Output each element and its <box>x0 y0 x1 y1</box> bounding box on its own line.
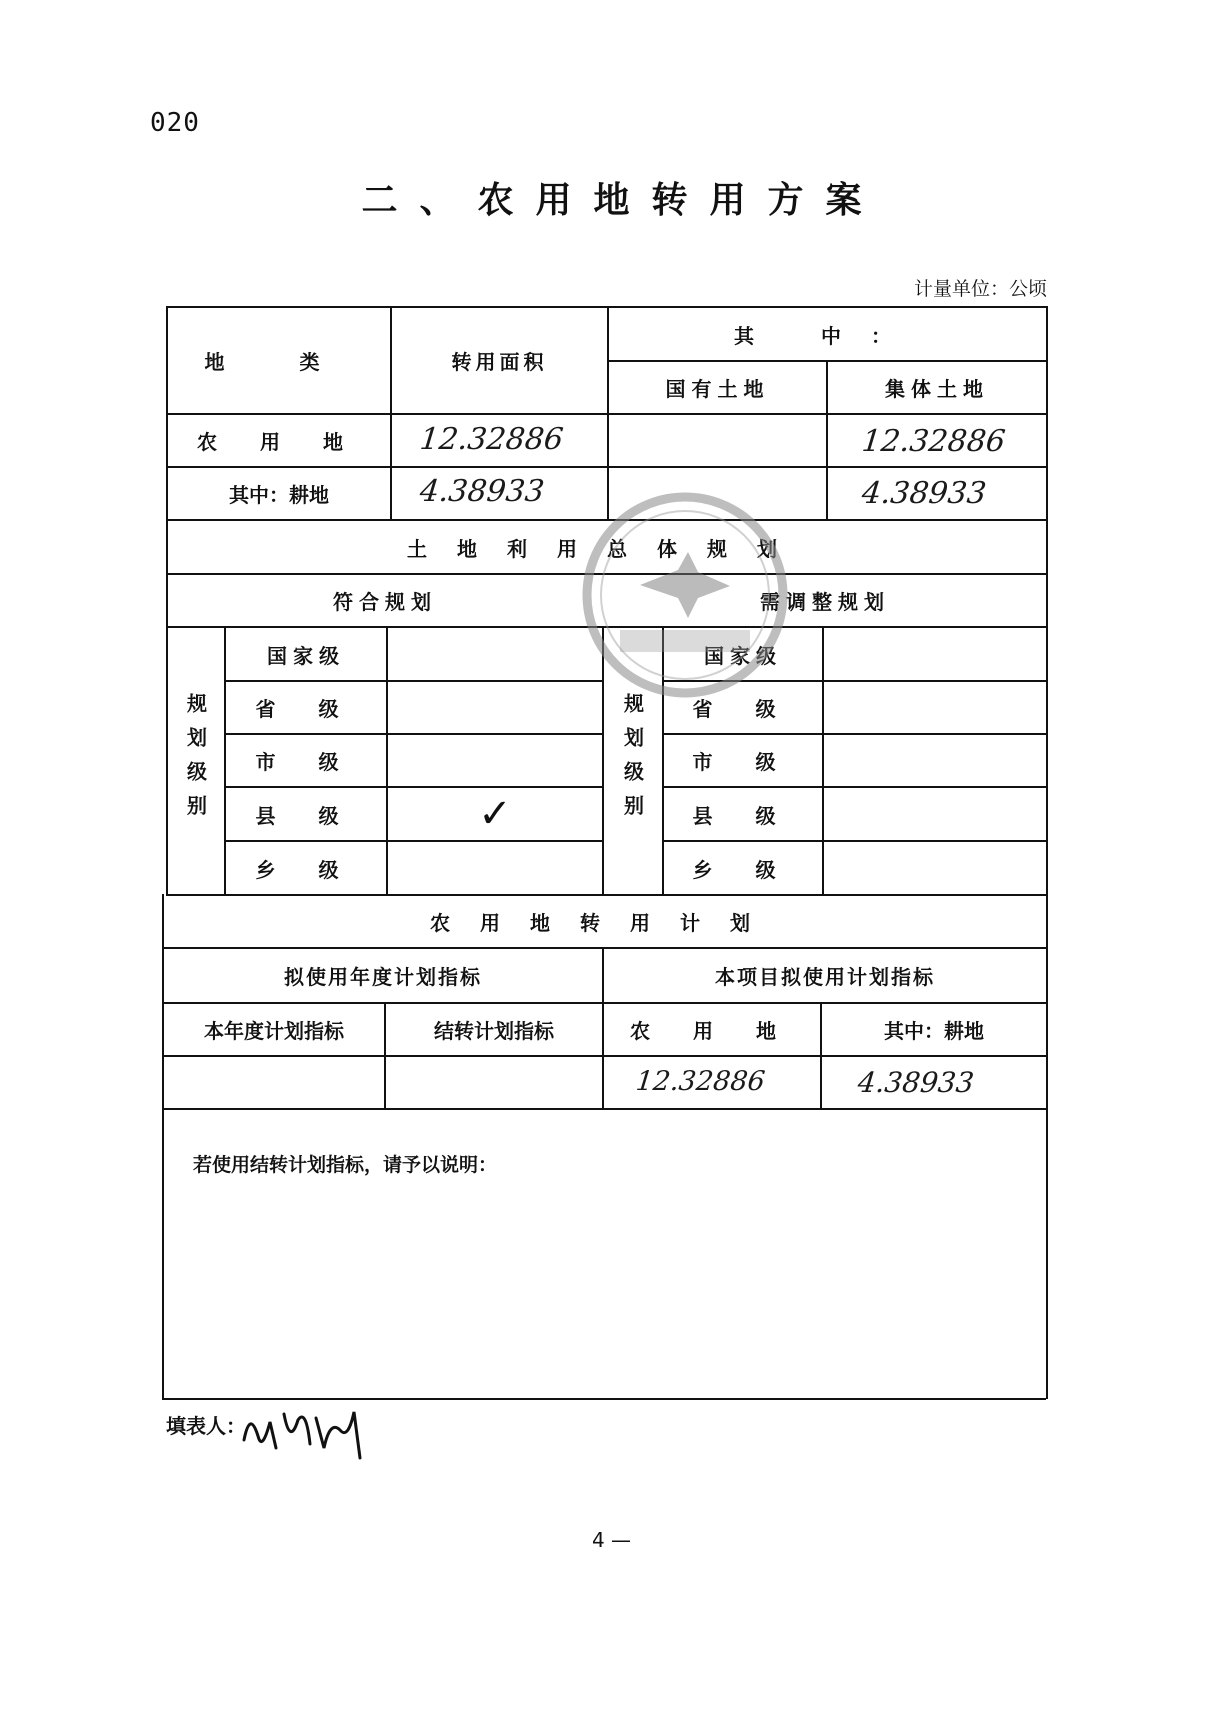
official-seal <box>580 490 790 700</box>
farmland-collective-value: 12.32886 <box>860 424 1007 459</box>
conform-plan-header: 符合规划 <box>333 590 437 614</box>
level-provincial-right: 省 级 <box>692 697 794 721</box>
level-provincial-left: 省 级 <box>255 697 357 721</box>
current-year-indicator-value <box>164 1057 384 1108</box>
level-national-left: 国家级 <box>267 643 345 668</box>
farmland-state-value <box>609 415 826 466</box>
level-city-left: 市 级 <box>255 750 357 774</box>
state-land-header: 国有土地 <box>665 377 770 401</box>
cultivated-area-value: 4.38933 <box>418 474 546 509</box>
row-label-cultivated: 其中：耕地 <box>229 483 329 507</box>
project-farmland-value: 12.32886 <box>634 1066 767 1097</box>
carryover-explanation-note: 若使用结转计划指标，请予以说明： <box>193 1154 498 1176</box>
farmland-area-value: 12.32886 <box>418 422 565 457</box>
filler-signature <box>240 1400 370 1462</box>
level-township-right: 乡 级 <box>692 857 794 882</box>
form-filler-label: 填表人： <box>166 1414 246 1438</box>
measurement-unit: 计量单位：公顷 <box>913 278 1047 300</box>
carryover-indicator-header: 结转计划指标 <box>434 1019 554 1043</box>
level-county-right: 县 级 <box>692 803 794 828</box>
plan-level-label-left: 规划级别 <box>183 693 208 829</box>
adjust-plan-header: 需调整规划 <box>760 590 890 614</box>
transfer-plan-section: 农用地转用计划 <box>430 911 780 935</box>
land-type-header: 地 类 <box>204 350 354 374</box>
collective-land-header: 集体土地 <box>885 377 989 401</box>
page-number: 4 — <box>591 1528 632 1552</box>
document-code: 020 <box>150 108 200 138</box>
cultivated-collective-value: 4.38933 <box>860 476 988 511</box>
level-township-left: 乡 级 <box>255 857 357 882</box>
level-national-right: 国家级 <box>704 643 782 668</box>
converted-area-header: 转用面积 <box>451 350 548 374</box>
project-farmland-header: 农 用 地 <box>630 1019 794 1043</box>
county-check-mark: ✓ <box>478 791 512 837</box>
annual-indicator-header: 拟使用年度计划指标 <box>284 965 482 989</box>
page-title: 二、农用地转用方案 <box>361 180 884 221</box>
overall-plan-section: 土地利用总体规划 <box>407 536 807 561</box>
row-label-farmland: 农 用 地 <box>197 430 361 454</box>
carryover-indicator-value <box>386 1057 602 1108</box>
current-year-indicator-header: 本年度计划指标 <box>204 1019 344 1043</box>
project-cultivated-header: 其中：耕地 <box>884 1019 984 1043</box>
level-city-right: 市 级 <box>692 750 794 774</box>
project-indicator-header: 本项目拟使用计划指标 <box>715 965 935 989</box>
project-cultivated-value: 4.38933 <box>856 1066 976 1099</box>
level-county-left: 县 级 <box>255 803 357 828</box>
among-header: 其 中： <box>734 323 921 348</box>
plan-level-label-right: 规划级别 <box>620 693 645 829</box>
